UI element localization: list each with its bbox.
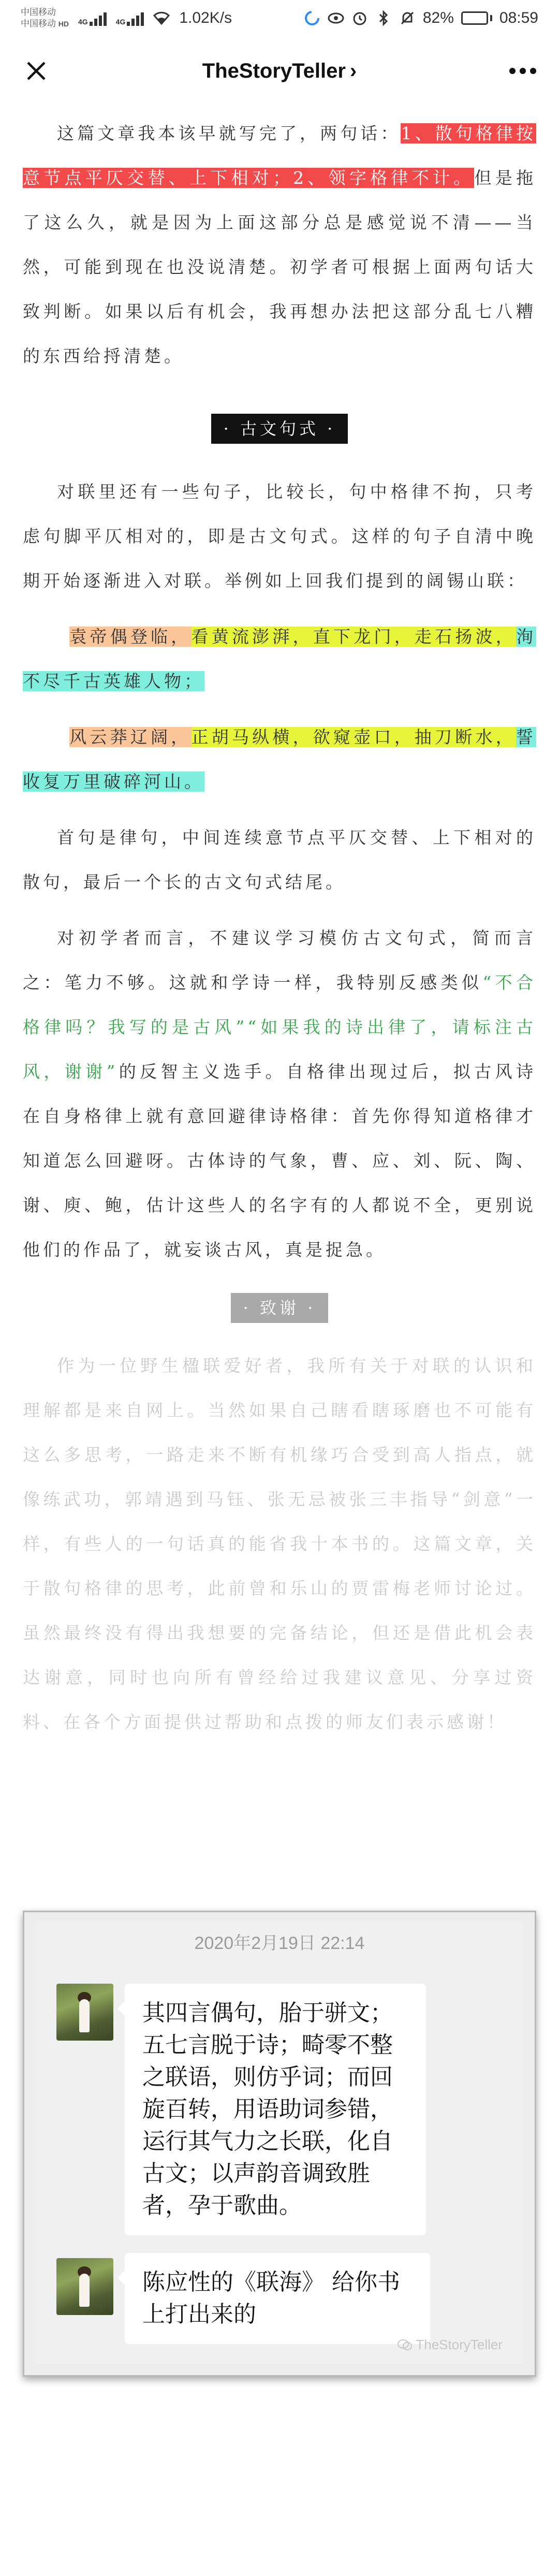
close-icon (25, 60, 48, 82)
avatar (56, 1984, 113, 2041)
avatar (56, 2258, 113, 2315)
chat-bubble-2: 陈应性的《联海》 给你书上打出来的 (125, 2253, 430, 2344)
account-title: TheStoryTeller (202, 59, 346, 82)
couplet-line-1: 袁帝偶登临，看黄流澎湃，直下龙门，走石扬波，洵不尽千古英雄人物； (23, 627, 537, 691)
couplet-line-2: 风云莽辽阔，正胡马纵横，欲窥壶口，抽刀断水，誓收复万里破碎河山。 (23, 727, 537, 792)
section-heading-thanks: · 致谢 · (231, 1293, 329, 1323)
article-body (23, 111, 536, 1744)
section-heading-wrap (23, 414, 536, 444)
section-heading-guwen: · 古文句式 · (211, 414, 348, 444)
app-notification-icon (304, 10, 320, 26)
account-title-link[interactable] (202, 60, 357, 83)
chat-timestamp: 2020年2月19日 22:14 (194, 1933, 365, 1953)
hd-badge: HD (58, 20, 69, 28)
status-left (21, 7, 232, 30)
status-right (304, 9, 538, 27)
carrier-1: 中国移动 (21, 7, 56, 17)
thanks-heading-wrap (23, 1293, 536, 1323)
chat-bubble-icon (397, 2338, 413, 2352)
eye-icon (328, 10, 344, 26)
alarm-icon (351, 10, 368, 26)
watermark: TheStoryTeller (397, 2337, 503, 2353)
battery-icon (461, 11, 492, 25)
battery-percent: 82% (422, 9, 454, 26)
chat-panel (36, 1922, 523, 2364)
chevron-right-icon: › (349, 59, 357, 82)
signal-2-icon: 4G (116, 10, 144, 26)
more-icon (509, 67, 537, 75)
wifi-icon (153, 10, 170, 26)
nav-bar (0, 37, 559, 105)
close-button[interactable] (21, 55, 52, 86)
thanks-paragraph: 作为一位野生楹联爱好者，我所有关于对联的认识和理解都是来自网上。当然如果自己瞎看瞎琢磨也不可能有这么多思考，一路走来不断有机缘巧合受到高人指点，就像练武功，郭靖遇到马钰、张无忌被张三丰指导“剑意”一样，有些人的一句话真的能省我十本书的。这篇文章，关于散句格律的思考，此前曾和乐山的贾雷梅老师讨论过。虽然最终没有得出我想要的完备结论，但还是借此机会表达谢意，同时也向所有曾经给过我建议意见、分享过资料、在各个方面提供过帮助和点拨的师友们表示感谢！ (23, 1356, 536, 1732)
carrier-2: 中国移动 HD (21, 19, 69, 28)
bluetooth-icon (375, 10, 392, 26)
more-button[interactable] (507, 55, 538, 86)
chat-bubble-1: 其四言偶句，胎于骈文；五七言脱于诗；畸零不整之联语，则仿乎词；而回旋百转，用语助词参错，运行其气力之长联，化自古文；以声韵音调致胜者，孕于歌曲。 (125, 1984, 426, 2235)
carrier-labels (21, 7, 69, 30)
mute-icon (399, 10, 416, 26)
network-speed: 1.02K/s (179, 9, 232, 26)
advice-paragraph: 对初学者而言，不建议学习模仿古文句式，简而言之：笔力不够。这就和学诗一样，我特别反感类似“不合格律吗？我写的是古风”“如果我的诗出律了，请标注古风，谢谢”的反智主义选手。自格律出现过后，拟古风诗在自身格律上就有意回避律诗格律：首先你得知道格律才知道怎么回避呀。古体诗的气象，曹、应、刘、阮、陶、谢、庾、鲍，估计这些人的名字有的人都说不全，更别说他们的作品了，就妄谈古风，真是捉急。 (23, 928, 537, 1260)
guwen-paragraph: 对联里还有一些句子，比较长，句中格律不拘，只考虑句脚平仄相对的，即是古文句式。这样的句子自清中晚期开始逐渐进入对联。举例如上回我们提到的阔锡山联： (23, 482, 536, 591)
status-bar (0, 0, 559, 36)
highlight-red: 1、散句格律按意节点平仄交替、上下相对；2、领字格律不计。 (23, 123, 537, 188)
chat-screenshot (23, 1911, 536, 2377)
analysis-paragraph: 首句是律句，中间连续意节点平仄交替、上下相对的散句，最后一个长的古文句式结尾。 (23, 827, 536, 892)
intro-paragraph: 这篇文章我本该早就写完了，两句话：1、散句格律按意节点平仄交替、上下相对；2、领字格律不计。但是拖了这么久，就是因为上面这部分总是感觉说不清——当然，可能到现在也没说清楚。初学者可根据上面两句话大致判断。如果以后有机会，我再想办法把这部分乱七八糟的东西给捋清楚。 (23, 123, 537, 366)
clock: 08:59 (499, 9, 538, 26)
signal-1-icon: 4G (78, 10, 107, 26)
